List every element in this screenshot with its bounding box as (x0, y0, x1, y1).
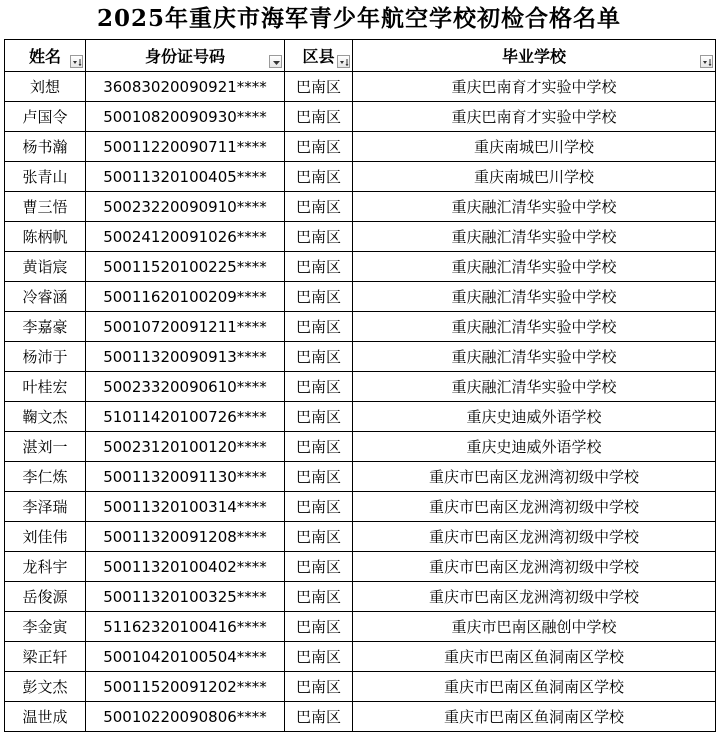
cell-id: 50010220090806**** (86, 702, 285, 732)
cell-id: 50011320091208**** (86, 522, 285, 552)
cell-district: 巴南区 (285, 612, 353, 642)
cell-id: 50011320100405**** (86, 162, 285, 192)
cell-name: 龙科宇 (5, 552, 86, 582)
cell-district: 巴南区 (285, 552, 353, 582)
cell-name: 陈柄帆 (5, 222, 86, 252)
dropdown-filter-icon (271, 57, 282, 68)
cell-school: 重庆巴南育才实验中学校 (353, 72, 716, 102)
table-row (5, 192, 716, 222)
name-filter-button[interactable] (70, 55, 83, 68)
cell-school: 重庆市巴南区融创中学校 (353, 612, 716, 642)
cell-name: 叶桂宏 (5, 372, 86, 402)
cell-id: 51162320100416**** (86, 612, 285, 642)
sort-filter-icon (72, 57, 83, 68)
cell-id: 50023320090610**** (86, 372, 285, 402)
table-row (5, 72, 716, 102)
cell-school: 重庆市巴南区鱼洞南区学校 (353, 672, 716, 702)
cell-district: 巴南区 (285, 672, 353, 702)
table-row (5, 552, 716, 582)
cell-district: 巴南区 (285, 522, 353, 552)
cell-name: 鞠文杰 (5, 402, 86, 432)
cell-name: 温世成 (5, 702, 86, 732)
column-header-id (86, 40, 285, 72)
school-filter-button[interactable] (700, 55, 713, 68)
cell-school: 重庆融汇清华实验中学校 (353, 372, 716, 402)
cell-school: 重庆融汇清华实验中学校 (353, 252, 716, 282)
cell-district: 巴南区 (285, 582, 353, 612)
cell-district: 巴南区 (285, 342, 353, 372)
qualified-list-table (4, 39, 716, 732)
cell-id: 50011320100402**** (86, 552, 285, 582)
cell-name: 李仁炼 (5, 462, 86, 492)
table-row (5, 372, 716, 402)
table-row (5, 102, 716, 132)
cell-district: 巴南区 (285, 432, 353, 462)
cell-district: 巴南区 (285, 252, 353, 282)
table-row (5, 282, 716, 312)
cell-district: 巴南区 (285, 402, 353, 432)
cell-id: 50010420100504**** (86, 642, 285, 672)
cell-name: 梁正轩 (5, 642, 86, 672)
cell-school: 重庆融汇清华实验中学校 (353, 342, 716, 372)
cell-school: 重庆史迪威外语学校 (353, 402, 716, 432)
cell-id: 50011320100314**** (86, 492, 285, 522)
cell-name: 李金寅 (5, 612, 86, 642)
column-header-district (285, 40, 353, 72)
table-row (5, 162, 716, 192)
table-row (5, 612, 716, 642)
table-row (5, 582, 716, 612)
table-row (5, 252, 716, 282)
table-row (5, 402, 716, 432)
cell-school: 重庆市巴南区龙洲湾初级中学校 (353, 492, 716, 522)
cell-school: 重庆融汇清华实验中学校 (353, 282, 716, 312)
cell-district: 巴南区 (285, 492, 353, 522)
table-row (5, 492, 716, 522)
cell-id: 50011320100325**** (86, 582, 285, 612)
cell-school: 重庆南城巴川学校 (353, 132, 716, 162)
cell-name: 刘佳伟 (5, 522, 86, 552)
cell-school: 重庆史迪威外语学校 (353, 432, 716, 462)
cell-id: 50010820090930**** (86, 102, 285, 132)
cell-school: 重庆融汇清华实验中学校 (353, 312, 716, 342)
cell-name: 卢国令 (5, 102, 86, 132)
cell-school: 重庆南城巴川学校 (353, 162, 716, 192)
column-header-school (353, 40, 716, 72)
table-row (5, 522, 716, 552)
cell-school: 重庆巴南育才实验中学校 (353, 102, 716, 132)
cell-district: 巴南区 (285, 372, 353, 402)
sort-filter-icon (702, 57, 713, 68)
cell-school: 重庆市巴南区龙洲湾初级中学校 (353, 522, 716, 552)
table-row (5, 702, 716, 732)
cell-name: 彭文杰 (5, 672, 86, 702)
cell-id: 50010720091211**** (86, 312, 285, 342)
cell-id: 36083020090921**** (86, 72, 285, 102)
cell-school: 重庆市巴南区龙洲湾初级中学校 (353, 582, 716, 612)
cell-district: 巴南区 (285, 222, 353, 252)
cell-school: 重庆市巴南区鱼洞南区学校 (353, 702, 716, 732)
cell-name: 黄诣宸 (5, 252, 86, 282)
table-row (5, 312, 716, 342)
cell-school: 重庆市巴南区鱼洞南区学校 (353, 642, 716, 672)
column-header-name-label: 姓名 (28, 47, 61, 66)
cell-id: 50011520100225**** (86, 252, 285, 282)
cell-name: 李嘉豪 (5, 312, 86, 342)
page-title: 2025年重庆市海军青少年航空学校初检合格名单 (96, 5, 621, 32)
district-filter-button[interactable] (337, 55, 350, 68)
cell-district: 巴南区 (285, 102, 353, 132)
cell-name: 岳俊源 (5, 582, 86, 612)
column-header-name (5, 40, 86, 72)
sort-filter-icon (339, 57, 350, 68)
cell-district: 巴南区 (285, 162, 353, 192)
cell-school: 重庆市巴南区龙洲湾初级中学校 (353, 552, 716, 582)
cell-id: 50024120091026**** (86, 222, 285, 252)
cell-id: 51011420100726**** (86, 402, 285, 432)
column-header-school-label: 毕业学校 (501, 47, 566, 66)
cell-name: 杨沛于 (5, 342, 86, 372)
cell-id: 50011320090913**** (86, 342, 285, 372)
header-row (5, 40, 716, 72)
column-header-id-label: 身份证号码 (144, 47, 225, 66)
cell-district: 巴南区 (285, 462, 353, 492)
cell-school: 重庆市巴南区龙洲湾初级中学校 (353, 462, 716, 492)
cell-district: 巴南区 (285, 72, 353, 102)
cell-id: 50011320091130**** (86, 462, 285, 492)
cell-id: 50011220090711**** (86, 132, 285, 162)
cell-name: 李泽瑞 (5, 492, 86, 522)
cell-name: 张青山 (5, 162, 86, 192)
table-row (5, 462, 716, 492)
id-filter-button[interactable] (269, 55, 282, 68)
table-row (5, 432, 716, 462)
cell-name: 冷睿涵 (5, 282, 86, 312)
cell-district: 巴南区 (285, 642, 353, 672)
cell-id: 50011520091202**** (86, 672, 285, 702)
cell-district: 巴南区 (285, 312, 353, 342)
cell-district: 巴南区 (285, 192, 353, 222)
cell-district: 巴南区 (285, 282, 353, 312)
table-row (5, 672, 716, 702)
column-header-district-label: 区县 (302, 47, 335, 66)
cell-school: 重庆融汇清华实验中学校 (353, 192, 716, 222)
table-row (5, 132, 716, 162)
table-row (5, 342, 716, 372)
cell-district: 巴南区 (285, 132, 353, 162)
cell-district: 巴南区 (285, 702, 353, 732)
table-row (5, 222, 716, 252)
cell-name: 曹三悟 (5, 192, 86, 222)
cell-id: 50023220090910**** (86, 192, 285, 222)
cell-id: 50011620100209**** (86, 282, 285, 312)
cell-name: 杨书瀚 (5, 132, 86, 162)
cell-name: 刘想 (5, 72, 86, 102)
table-row (5, 642, 716, 672)
cell-name: 湛刘一 (5, 432, 86, 462)
cell-school: 重庆融汇清华实验中学校 (353, 222, 716, 252)
cell-id: 50023120100120**** (86, 432, 285, 462)
